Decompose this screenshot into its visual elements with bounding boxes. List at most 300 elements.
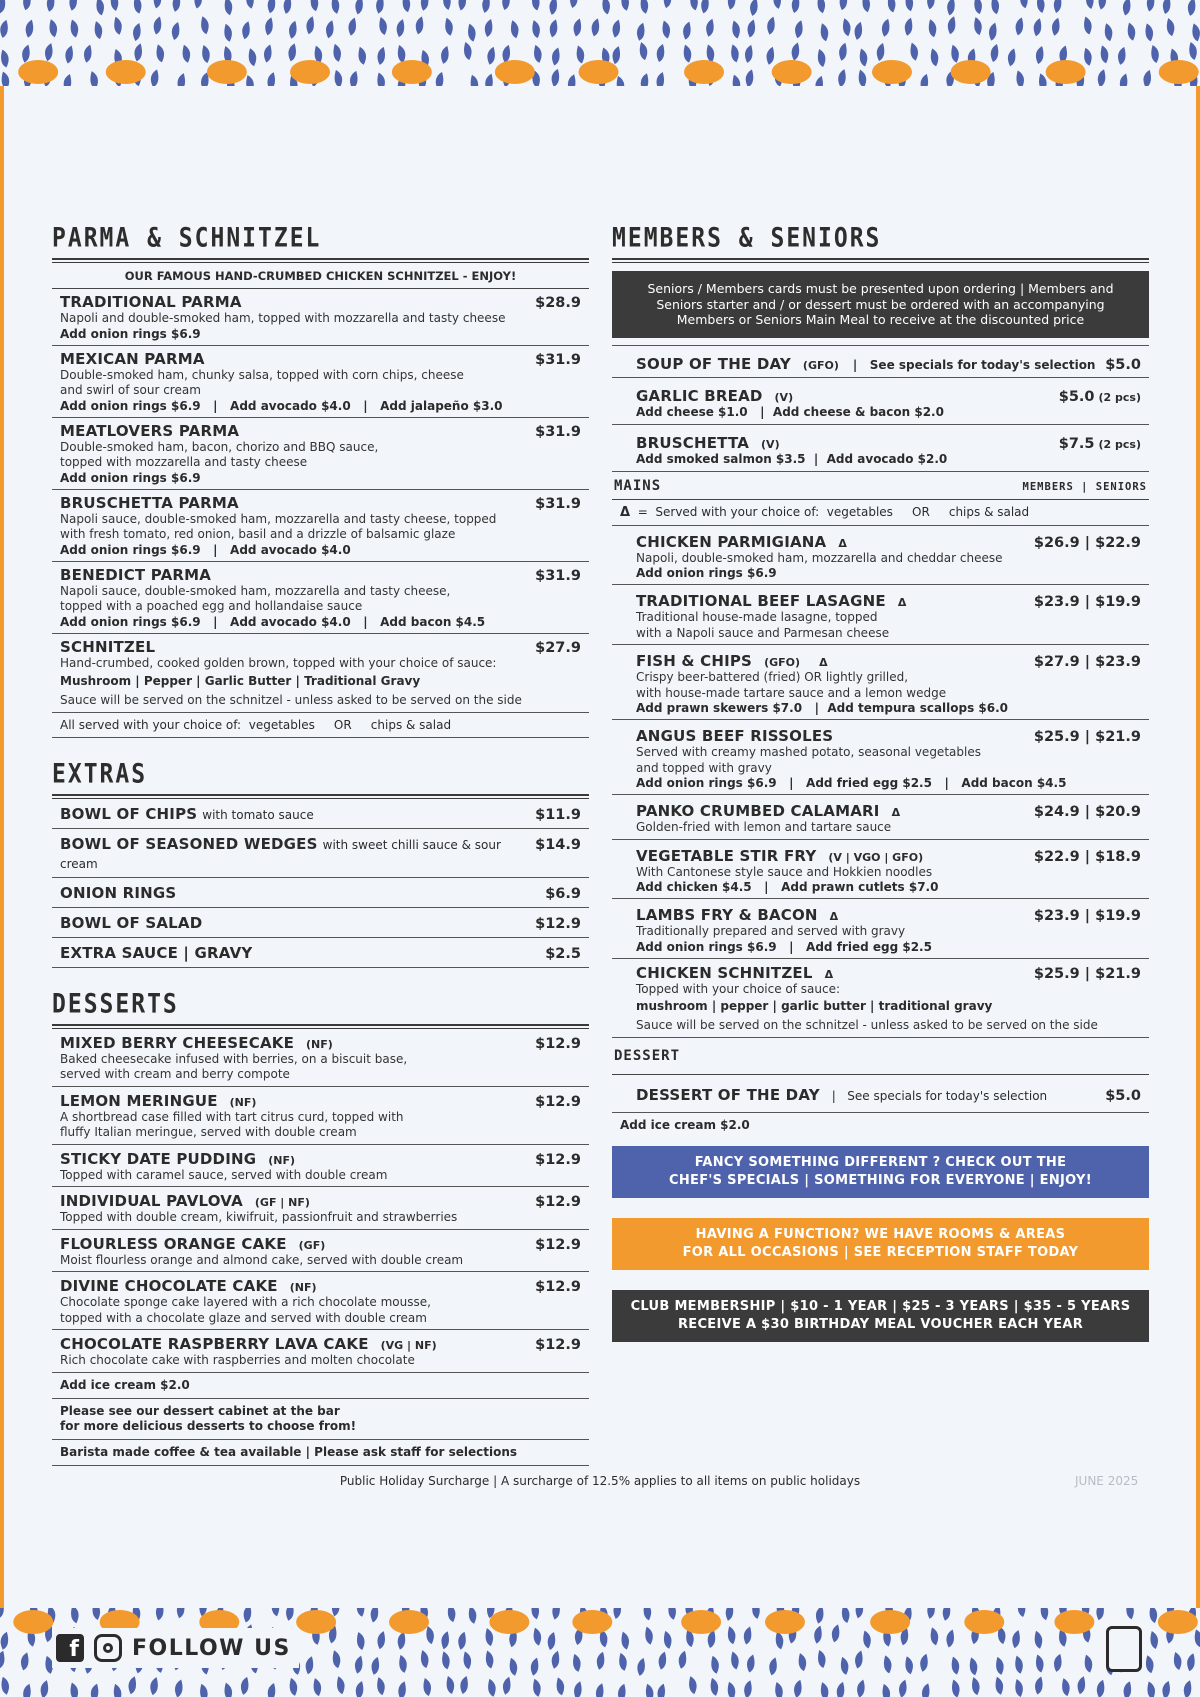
pattern-leaf <box>151 69 159 86</box>
pattern-leaf <box>332 1608 340 1616</box>
pattern-leaf <box>306 16 314 34</box>
pattern-leaf <box>311 0 319 11</box>
item-row <box>60 566 581 584</box>
pattern-leaf <box>90 71 98 86</box>
pattern-leaf <box>286 1608 294 1621</box>
pattern-leaf <box>1036 46 1044 64</box>
pattern-leaf <box>905 18 913 36</box>
pattern-leaf <box>943 1608 951 1621</box>
pattern-leaf <box>69 0 77 11</box>
item-row <box>60 883 581 902</box>
pattern-leaf <box>464 42 472 60</box>
pattern-leaf <box>951 45 959 63</box>
item-addon: Add smoked salmon $3.5 | Add avocado $2.0 <box>636 451 948 466</box>
pattern-flower <box>1159 60 1199 84</box>
pattern-leaf <box>458 0 466 10</box>
pattern-leaf <box>534 45 542 63</box>
item-tag: (V) <box>774 390 794 404</box>
sauce-note: Sauce will be served on the schnitzel - unless asked to be served on the side <box>60 693 522 707</box>
page-turn-icon <box>1106 1626 1142 1672</box>
pattern-leaf <box>1035 1677 1043 1695</box>
pattern-leaf <box>592 18 600 36</box>
pattern-leaf <box>905 1656 913 1674</box>
menu-item <box>612 899 1149 959</box>
pattern-leaf <box>1099 0 1107 10</box>
item-price: $31.9 <box>535 495 581 512</box>
pattern-leaf <box>421 0 429 11</box>
pattern-flower <box>684 60 724 84</box>
pattern-leaf <box>26 20 34 38</box>
pattern-leaf <box>927 0 935 9</box>
pattern-leaf <box>1062 1678 1070 1696</box>
pattern-leaf <box>767 17 775 35</box>
pattern-leaf <box>744 1626 752 1644</box>
pattern-leaf <box>855 1651 863 1669</box>
item-desc: Traditional house-made lasagne, topped <box>636 610 878 624</box>
pattern-leaf <box>728 1682 736 1697</box>
pattern-leaf <box>613 1608 621 1619</box>
pattern-leaf <box>156 1608 164 1620</box>
item-addon: Add onion rings $6.9 | Add fried egg $2.5 <box>636 939 932 954</box>
item-tag: (GFO) <box>802 358 839 372</box>
item-row <box>60 1191 581 1210</box>
facebook-icon[interactable]: f <box>56 1634 84 1662</box>
pattern-leaf <box>379 17 387 35</box>
pattern-leaf <box>134 0 142 14</box>
pattern-leaf <box>377 1631 385 1649</box>
item-desc: Hand-crumbed, cooked golden brown, topped with your choice of sauce: <box>60 655 497 670</box>
pattern-flower <box>1158 1610 1198 1634</box>
pattern-leaf <box>335 70 343 86</box>
pattern-leaf <box>201 16 209 34</box>
menu-item <box>612 346 1149 378</box>
pattern-leaf <box>746 69 754 86</box>
pattern-leaf <box>711 1656 719 1674</box>
item-name: TRADITIONAL BEEF LASAGNE <box>636 592 886 610</box>
mains-legend-text: = Served with your choice of: vegetables OR chips & salad <box>637 504 1030 519</box>
item-row <box>60 1234 581 1253</box>
pattern-leaf <box>272 1608 280 1616</box>
pattern-leaf <box>657 44 665 62</box>
pattern-leaf <box>821 1682 829 1697</box>
pattern-leaf <box>1184 1680 1192 1697</box>
pattern-leaf <box>922 1683 930 1697</box>
section-title-parma: PARMA & SCHNITZEL <box>52 223 322 254</box>
pattern-leaf <box>952 1680 960 1697</box>
item-tag: Δ <box>897 596 907 609</box>
item-desc-2: topped with mozzarella and tasty cheese <box>60 455 308 469</box>
menu-item <box>612 585 1149 645</box>
pattern-leaf <box>552 1651 560 1669</box>
item-desc: Topped with caramel sauce, served with double cream <box>60 1167 388 1182</box>
pattern-leaf <box>177 73 185 86</box>
pattern-leaf <box>84 45 92 63</box>
pattern-leaf <box>1015 1679 1023 1697</box>
pattern-leaf <box>510 1658 518 1676</box>
item-name: PANKO CRUMBED CALAMARI <box>636 802 880 820</box>
item-price-note: (2 pcs) <box>1098 437 1141 451</box>
pattern-leaf <box>549 0 557 15</box>
pattern-leaf <box>1086 0 1094 9</box>
item-row <box>636 354 1141 373</box>
pattern-leaf <box>532 20 540 38</box>
item-name: MEATLOVERS PARMA <box>60 421 240 440</box>
pattern-leaf <box>264 45 272 63</box>
pattern-leaf <box>377 72 385 86</box>
pattern-leaf <box>989 23 997 41</box>
pattern-leaf <box>114 1684 122 1697</box>
pattern-leaf <box>927 1608 935 1619</box>
item-price: $6.9 <box>545 885 581 902</box>
mains-legend <box>612 500 1149 526</box>
pattern-leaf <box>899 1680 907 1697</box>
item-price: $5.0 <box>1058 388 1095 405</box>
delta-symbol: Δ <box>620 504 631 520</box>
pattern-leaf <box>398 45 406 63</box>
pattern-leaf <box>468 24 476 42</box>
item-price: $12.9 <box>535 1151 581 1168</box>
pattern-leaf <box>357 1608 365 1617</box>
pattern-leaf <box>1041 1608 1049 1620</box>
pattern-leaf <box>460 1676 468 1694</box>
item-desc: Baked cheesecake infused with berries, on a biscuit base, <box>60 1051 408 1066</box>
item-name: EXTRA SAUCE | GRAVY <box>60 943 253 962</box>
item-row <box>60 834 581 872</box>
item-name: BOWL OF SEASONED WEDGES <box>60 834 318 853</box>
section-title-extras: EXTRAS <box>52 759 148 789</box>
pattern-leaf <box>268 0 276 13</box>
menu-item <box>52 1029 589 1087</box>
pattern-leaf <box>0 20 8 38</box>
item-price: $25.9 | $21.9 <box>1033 729 1141 745</box>
pattern-leaf <box>972 1677 980 1695</box>
promo-line-2: RECEIVE A $30 BIRTHDAY MEAL VOUCHER EACH YEAR <box>677 1316 1084 1332</box>
pattern-flower <box>872 60 912 84</box>
pattern-leaf <box>840 0 848 10</box>
pattern-leaf <box>1145 23 1153 41</box>
menu-item <box>52 1330 589 1373</box>
pattern-leaf <box>991 44 999 62</box>
item-desc: A shortbread case filled with tart citrus curd, topped with <box>60 1109 404 1124</box>
item-desc-2: topped with a chocolate glaze and served with double cream <box>60 1310 427 1325</box>
pattern-leaf <box>617 76 625 86</box>
item-addon: Add onion rings $6.9 <box>636 566 777 580</box>
pattern-leaf <box>707 44 715 62</box>
pattern-leaf <box>45 43 53 61</box>
pattern-leaf <box>177 1608 185 1618</box>
item-name: BOWL OF SALAD <box>60 913 203 932</box>
pattern-leaf <box>150 1677 158 1695</box>
item-tag: Δ <box>891 806 901 819</box>
pattern-leaf <box>91 1684 99 1697</box>
item-addon: Add onion rings $6.9 | Add avocado $4.0 <box>60 542 351 557</box>
pattern-leaf <box>640 42 648 60</box>
extras-list <box>52 799 589 968</box>
item-desc: with tomato sauce <box>202 807 314 822</box>
item-price: $27.9 <box>535 639 581 656</box>
pattern-leaf <box>884 1655 892 1673</box>
pattern-leaf <box>397 19 405 37</box>
pattern-leaf <box>888 0 896 12</box>
pattern-leaf <box>128 1676 136 1694</box>
pattern-leaf <box>618 1684 626 1697</box>
menu-item <box>612 645 1149 720</box>
pattern-leaf <box>799 1653 807 1671</box>
item-price: $12.9 <box>535 1337 581 1353</box>
menu-item <box>52 1145 589 1188</box>
pattern-leaf <box>815 76 823 86</box>
item-addon: Add onion rings $6.9 <box>60 470 201 485</box>
pattern-leaf <box>775 1682 783 1697</box>
pattern-leaf <box>1192 23 1200 41</box>
dessert-header <box>612 1044 1149 1075</box>
item-desc-2: with a Napoli sauce and Parmesan cheese <box>636 625 890 640</box>
pattern-leaf <box>1034 18 1042 36</box>
mains-list <box>612 526 1149 959</box>
pattern-leaf <box>744 1680 752 1697</box>
item-price: $31.9 <box>535 567 581 584</box>
item-row <box>636 846 1141 865</box>
pattern-leaf <box>621 1632 629 1650</box>
pattern-leaf <box>314 1678 322 1696</box>
pattern-leaf <box>485 19 493 37</box>
pattern-leaf <box>0 1608 4 1619</box>
pattern-leaf <box>249 48 257 66</box>
pattern-leaf <box>1150 1608 1158 1623</box>
pattern-leaf <box>442 1651 450 1669</box>
pattern-leaf <box>242 21 250 39</box>
pattern-leaf <box>441 46 449 64</box>
item-tag: (NF) <box>289 1281 317 1294</box>
item-tag: Δ <box>838 536 847 550</box>
pattern-leaf <box>371 1608 379 1622</box>
pattern-leaf <box>1147 1681 1155 1697</box>
coffee-note: Barista made coffee & tea available | Please ask staff for selections <box>52 1440 589 1466</box>
pattern-leaf <box>646 1684 654 1697</box>
pattern-leaf <box>860 49 868 67</box>
pattern-flower <box>964 1610 1004 1634</box>
pattern-leaf <box>482 0 490 13</box>
pattern-leaf <box>458 1632 466 1650</box>
menu-item-chicken-schnitzel <box>612 959 1149 1038</box>
item-row <box>636 433 1141 452</box>
surcharge-note: Public Holiday Surcharge | A surcharge of 12.5% applies to all items on public holidays <box>339 1474 861 1488</box>
promo-functions <box>612 1218 1149 1270</box>
pattern-flower <box>392 60 432 84</box>
item-row <box>60 494 581 512</box>
item-row <box>636 386 1141 405</box>
item-name: BRUSCHETTA <box>636 433 750 452</box>
pattern-leaf <box>1012 1630 1020 1648</box>
item-name: DIVINE CHOCOLATE CAKE <box>60 1277 278 1295</box>
item-row <box>60 804 581 823</box>
pattern-leaf <box>996 1657 1004 1675</box>
pattern-leaf <box>93 1608 101 1620</box>
pattern-leaf <box>711 1678 719 1696</box>
pattern-leaf <box>22 45 30 63</box>
item-name: INDIVIDUAL PAVLOVA <box>60 1192 243 1210</box>
pattern-leaf <box>706 19 714 37</box>
pattern-leaf <box>921 74 929 86</box>
item-tag: Δ <box>824 967 834 981</box>
pattern-leaf <box>929 19 937 37</box>
served-with-note: All served with your choice of: vegetables OR chips & salad <box>52 713 589 738</box>
pattern-leaf <box>701 0 709 13</box>
item-name: SOUP OF THE DAY <box>636 354 791 373</box>
mains-price-columns: MEMBERS | SENIORS <box>1022 480 1147 493</box>
pattern-leaf <box>683 22 691 40</box>
item-price: $2.5 <box>545 945 581 962</box>
pattern-leaf <box>970 1657 978 1675</box>
pattern-leaf <box>952 1657 960 1675</box>
pattern-leaf <box>731 44 739 62</box>
item-desc: Napoli, double-smoked ham, mozzarella and cheddar cheese <box>636 550 1003 565</box>
pattern-leaf <box>1052 18 1060 36</box>
item-row <box>60 1033 581 1052</box>
pattern-leaf <box>656 72 664 86</box>
pattern-leaf <box>1146 1655 1154 1673</box>
item-addon: Add prawn skewers $7.0 | Add tempura scallops $6.0 <box>636 701 1009 715</box>
pattern-leaf <box>1 50 9 68</box>
item-name: FLOURLESS ORANGE CAKE <box>60 1234 287 1253</box>
pattern-leaf <box>974 17 982 35</box>
pattern-leaf <box>183 45 191 63</box>
item-name: CHICKEN PARMIGIANA <box>636 532 827 551</box>
item-price: $12.9 <box>535 1236 581 1253</box>
pattern-flower <box>18 60 58 84</box>
item-price: $12.9 <box>535 1035 581 1052</box>
pattern-leaf <box>502 0 510 10</box>
item-tag: (V) <box>761 437 780 451</box>
right-column <box>612 223 1149 1342</box>
pattern-leaf <box>436 72 444 86</box>
pattern-leaf <box>1054 0 1062 13</box>
cabinet-note-line-1: Please see our dessert cabinet at the bar <box>60 1403 340 1418</box>
item-name: CHOCOLATE RASPBERRY LAVA CAKE <box>60 1335 369 1353</box>
pattern-leaf <box>288 43 296 61</box>
item-addon: Add onion rings $6.9 <box>60 326 201 341</box>
pattern-leaf <box>306 1656 314 1674</box>
pattern-leaf <box>612 46 620 64</box>
dessert-cabinet-note <box>52 1399 589 1440</box>
item-price: $12.9 <box>535 1093 581 1110</box>
pattern-leaf <box>96 0 104 15</box>
pattern-leaf <box>1039 73 1047 86</box>
pattern-leaf <box>95 21 103 39</box>
pattern-leaf <box>769 1657 777 1675</box>
pattern-flower <box>870 1610 910 1634</box>
item-row <box>636 905 1141 924</box>
pattern-leaf <box>194 0 202 9</box>
pattern-leaf <box>843 18 851 36</box>
item-name: BRUSCHETTA PARMA <box>60 493 239 512</box>
item-desc: Topped with your choice of sauce: <box>636 981 841 996</box>
border-left <box>0 86 4 1608</box>
instagram-icon[interactable] <box>94 1634 122 1662</box>
item-tag: (VG | NF) <box>380 1339 437 1352</box>
item-tag: (GFO) Δ <box>764 656 828 669</box>
pattern-leaf <box>511 20 519 38</box>
item-name: LAMBS FRY & BACON <box>636 906 818 924</box>
pattern-leaf <box>664 1631 672 1649</box>
item-tag: (NF) <box>229 1095 257 1109</box>
pattern-leaf <box>443 0 451 10</box>
item-price: $12.9 <box>535 1279 581 1295</box>
item-desc-2: with house-made tartare sauce and a lemon wedge <box>636 685 947 700</box>
pattern-leaf <box>948 16 956 34</box>
pattern-leaf <box>0 1651 4 1669</box>
item-price: $23.9 | $19.9 <box>1033 908 1141 924</box>
pattern-leaf <box>154 0 162 8</box>
pattern-leaf <box>157 44 165 62</box>
item-price: $24.9 | $20.9 <box>1033 804 1141 820</box>
item-name: ANGUS BEEF RISSOLES <box>636 727 834 745</box>
pattern-leaf <box>531 1608 539 1619</box>
menu-item <box>52 490 589 562</box>
pattern-leaf <box>842 1608 850 1623</box>
pattern-leaf <box>1016 17 1024 35</box>
pattern-leaf <box>859 70 867 86</box>
pattern-leaf <box>668 1608 676 1620</box>
pattern-leaf <box>1150 1631 1158 1649</box>
pattern-flower <box>579 60 619 84</box>
pattern-leaf <box>577 46 585 64</box>
pattern-flower <box>106 60 146 84</box>
menu-item <box>52 799 589 829</box>
section-title-members: MEMBERS & SENIORS <box>612 223 882 254</box>
item-extra: | See specials for today's selection <box>852 357 1096 372</box>
pattern-leaf <box>399 1655 407 1673</box>
pattern-leaf <box>502 45 510 63</box>
pattern-leaf <box>1054 1654 1062 1672</box>
menu-date: JUNE 2025 <box>1075 1474 1139 1488</box>
item-extra: | See specials for today's selection <box>831 1088 1048 1103</box>
pattern-leaf <box>355 1656 363 1674</box>
pattern-leaf <box>1 1677 9 1695</box>
cabinet-note-line-2: for more delicious desserts to choose from! <box>60 1418 357 1433</box>
item-row <box>60 913 581 932</box>
pattern-leaf <box>326 20 334 38</box>
dessert-addon: Add ice cream $2.0 <box>620 1117 750 1132</box>
pattern-leaf <box>931 1627 939 1645</box>
pattern-leaf <box>641 0 649 14</box>
pattern-leaf <box>637 1658 645 1676</box>
pattern-leaf <box>225 0 233 15</box>
pattern-leaf <box>289 21 297 39</box>
pattern-leaf <box>200 1684 208 1697</box>
pattern-leaf <box>747 1654 755 1672</box>
item-tag: (NF) <box>268 1153 296 1167</box>
pattern-leaf <box>728 1626 736 1644</box>
pattern-flower <box>290 60 330 84</box>
pattern-leaf <box>1126 1608 1134 1619</box>
pattern-leaf <box>376 0 384 14</box>
pattern-leaf <box>225 1683 233 1697</box>
pattern-flower <box>495 60 535 84</box>
pattern-leaf <box>1162 1681 1170 1697</box>
menu-item <box>52 1230 589 1273</box>
item-name: LEMON MERINGUE <box>60 1091 218 1110</box>
pattern-leaf <box>731 1651 739 1669</box>
pattern-leaf <box>533 1679 541 1697</box>
menu-item <box>612 840 1149 900</box>
pattern-leaf <box>265 17 273 35</box>
pattern-leaf <box>841 1657 849 1675</box>
menu-item <box>52 562 589 634</box>
pattern-leaf <box>111 0 119 11</box>
section-rule <box>612 258 1149 263</box>
pattern-leaf <box>355 0 363 14</box>
